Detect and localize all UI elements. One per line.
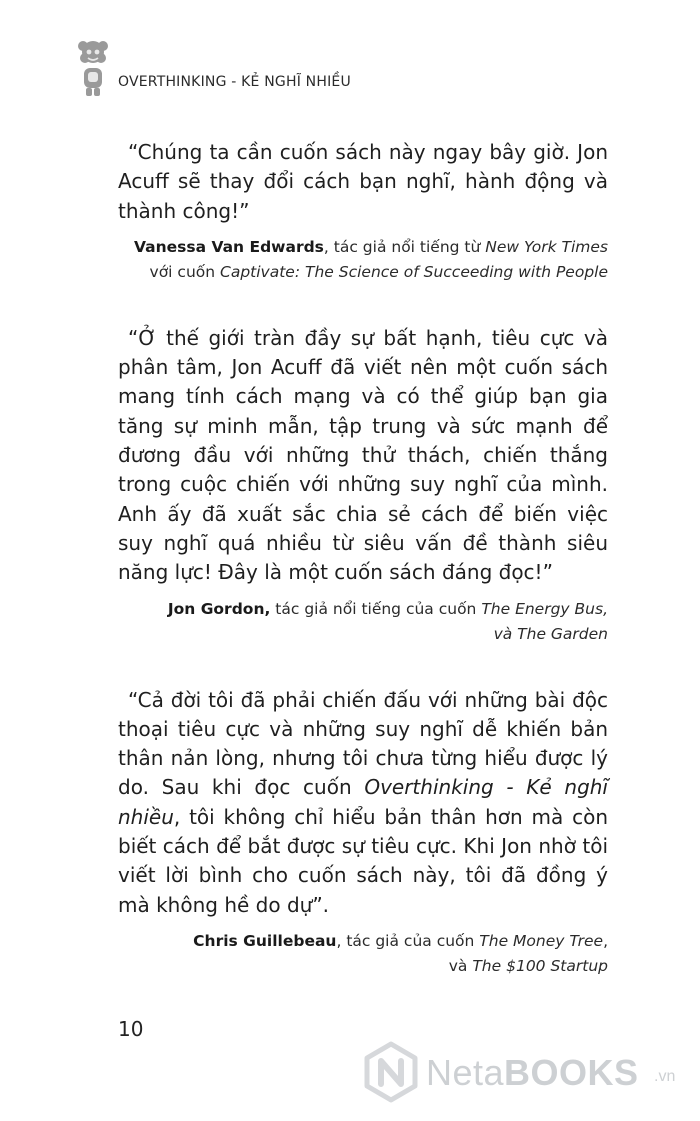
watermark-brand xyxy=(426,1052,639,1094)
page-number: 10 xyxy=(118,1017,144,1041)
quote-chris-guillebeau xyxy=(118,686,608,920)
running-title: OVERTHINKING - KẺ NGHĨ NHIỀU xyxy=(118,74,351,90)
attribution-text: với cuốn xyxy=(149,263,221,282)
quote-book-title: Overthinking - Kẻ nghĩ nhiều xyxy=(118,775,608,829)
attribution-text: , tác giả của cuốn xyxy=(336,931,480,950)
netabooks-n-logo-icon xyxy=(360,1041,422,1103)
attribution-text: , tác giả nổi tiếng từ xyxy=(323,237,486,256)
attribution-text: , xyxy=(603,931,608,950)
attribution-work: New York Times xyxy=(485,237,608,256)
watermark-brand-bold: BOOKS xyxy=(504,1052,639,1093)
quote-vanessa-van-edwards: “Chúng ta cần cuốn sách này ngay bây giờ. Jon Acuff sẽ thay đổi cách bạn nghĩ, hành động và thành công!” xyxy=(118,140,608,223)
author-name: Vanessa Van Edwards xyxy=(133,237,324,256)
quote-jon-gordon: “Ở thế giới tràn đầy sự bất hạnh, tiêu cực và phân tâm, Jon Acuff đã viết nên một cuốn sách mang tính cách mạng và có thể giúp bạn gia tăng sự minh mẫn, tập trung và sức mạnh để đương đầu với những thử thách, chiến thắng trong cuộc chiến với những suy nghĩ của mình. Anh ấy đã xuất sắc chia sẻ cách để biến việc suy nghĩ quá nhiều từ siêu vấn đề thành siêu năng lực! Đây là một cuốn sách đáng đọc!” xyxy=(118,325,608,585)
attribution-work: The $100 Startup xyxy=(472,957,608,976)
attribution-text: tác giả nổi tiếng của cuốn xyxy=(270,599,482,618)
author-name: Chris Guillebeau xyxy=(193,931,337,950)
page-content xyxy=(118,138,608,980)
quote-text: , tôi không chỉ hiểu bản thân hơn mà còn biết cách để bắt được sự tiêu cực. Khi Jon nhờ tôi viết lời bình cho cuốn sách này, tôi đã đồng ý mà không hề do dự”. xyxy=(118,804,608,917)
watermark-domain-suffix: .vn xyxy=(654,1068,676,1085)
quote-attribution-3 xyxy=(118,929,608,980)
attribution-text: và xyxy=(448,957,473,976)
attribution-work: Captivate: The Science of Succeeding with People xyxy=(220,263,608,282)
watermark-brand-light: Neta xyxy=(426,1052,505,1093)
quote-text: “Cả đời tôi đã phải chiến đấu với những bài độc thoại tiêu cực và những suy nghĩ dễ khiến bản thân nản lòng, nhưng tôi chưa từng hiểu được lý do. Sau khi đọc cuốn xyxy=(118,687,608,800)
attribution-work: The Money Tree xyxy=(479,931,604,950)
quote-attribution-1 xyxy=(118,235,608,286)
author-name: Jon Gordon, xyxy=(167,599,271,618)
netabooks-watermark xyxy=(360,1041,690,1105)
attribution-work: The Energy Bus, xyxy=(481,599,608,618)
quote-attribution-2 xyxy=(118,597,608,648)
attribution-work: và The Garden xyxy=(493,625,608,644)
grey-character-mascot-icon xyxy=(76,38,110,98)
